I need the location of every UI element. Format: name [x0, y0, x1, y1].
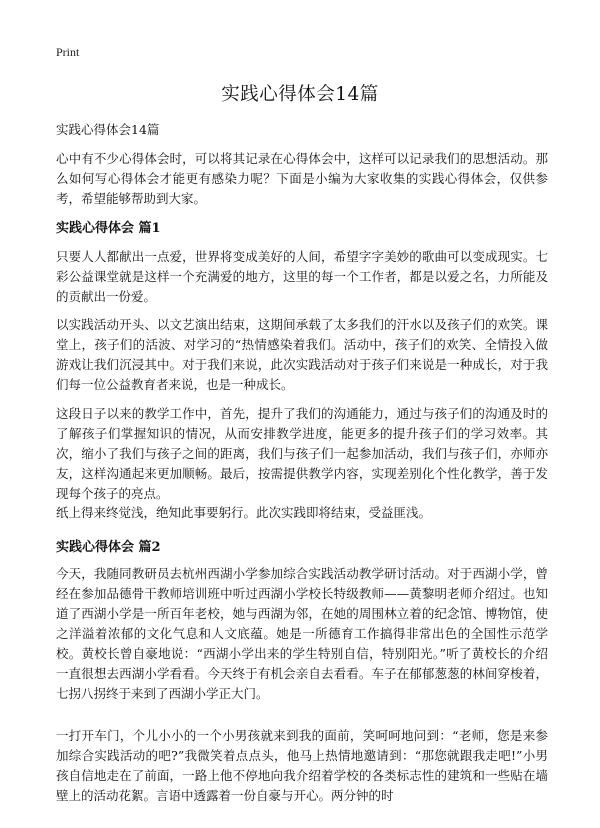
section-2-paragraph-1: 今天，我随同教研员去杭州西湖小学参加综合实践活动教学研讨活动。对于西湖小学，曾经在参加品德骨干教师培训班中听过西湖小学校长特级教师——黄黎明老师介绍过。也知道了西湖小学是一所百年老校，她与西湖为邻，在她的周围林立着的纪念馆、博物馆，使之洋溢着浓郁的文化气息和人文底蕴。她是一所德育工作搞得非常出色的全国性示范学校。黄校长曾自豪地说：“西湖小学出来的学生特别自信，特别阳光。”听了黄校长的介绍一直很想去西湖小学看看。今天终于有机会亲自去看看。车子在郁郁葱葱的林间穿梭着，七拐八拐终于来到了西湖小学正大门。: [56, 566, 548, 701]
section-1-paragraph-2: 以实践活动开头、以文艺演出结束，这期间承载了太多我们的汗水以及孩子们的欢笑。课堂上，孩子们的活波、对学习的“热情感染着我们。活动中，孩子们的欢笑、全情投入做游戏让我们沉浸其中。对于我们来说，此次实践活动对于孩子们来说是一种成长，对于我们每一位公益教育者来说，也是一种成长。: [56, 317, 548, 392]
section-1-paragraph-3: 这段日子以来的教学工作中，首先，提升了我们的沟通能力，通过与孩子们的沟通及时的了解孩子们掌握知识的情况，从而安排教学进度，能更多的提升孩子们的学习效率。其次，缩小了我们与孩子之间的距离，我们与孩子们一起参加活动，我们与孩子们，亦师亦友，这样沟通起来更加顺畅。最后，按需提供教学内容，实现差别化个性化教学，善于发现每个孩子的亮点。: [56, 406, 548, 501]
section-1-paragraph-1: 只要人人都献出一点爱，世界将变成美好的人间，希望字字美妙的歌曲可以变成现实。七彩公益课堂就是这样一个充满爱的地方，这里的每一个工作者，都是以爱之名，力所能及的贡献出一份爱。: [56, 249, 548, 304]
section-2-paragraph-2: 一打开车门，个儿小小的一个小男孩就来到我的面前，笑呵呵地问到：“老师，您是来参加综合实践活动的吧?”我微笑着点点头，他马上热情地邀请到：“那您就跟我走吧!”小男孩自信地走在了前面，一路上他不停地向我介绍着学校的各类标志性的建筑和一些贴在墙壁上的活动花絮。言语中透露着一份自豪与开心。两分钟的时: [56, 728, 548, 803]
section-heading-1: 实践心得体会 篇1: [56, 221, 161, 236]
section-heading-2: 实践心得体会 篇2: [56, 540, 161, 555]
document-subtitle: 实践心得体会14篇: [56, 122, 160, 137]
section-1-paragraph-4: 纸上得来终觉浅，绝知此事要躬行。此次实践即将结束，受益匪浅。: [56, 505, 432, 520]
intro-paragraph: 心中有不少心得体会时，可以将其记录在心得体会中，这样可以记录我们的思想活动。那么如何写心得体会才能更有感染力呢？下面是小编为大家收集的实践心得体会，仅供参考，希望能够帮助到大家。: [56, 151, 548, 206]
print-link[interactable]: Print: [56, 45, 80, 59]
document-title: 实践心得体会14篇: [221, 84, 379, 105]
